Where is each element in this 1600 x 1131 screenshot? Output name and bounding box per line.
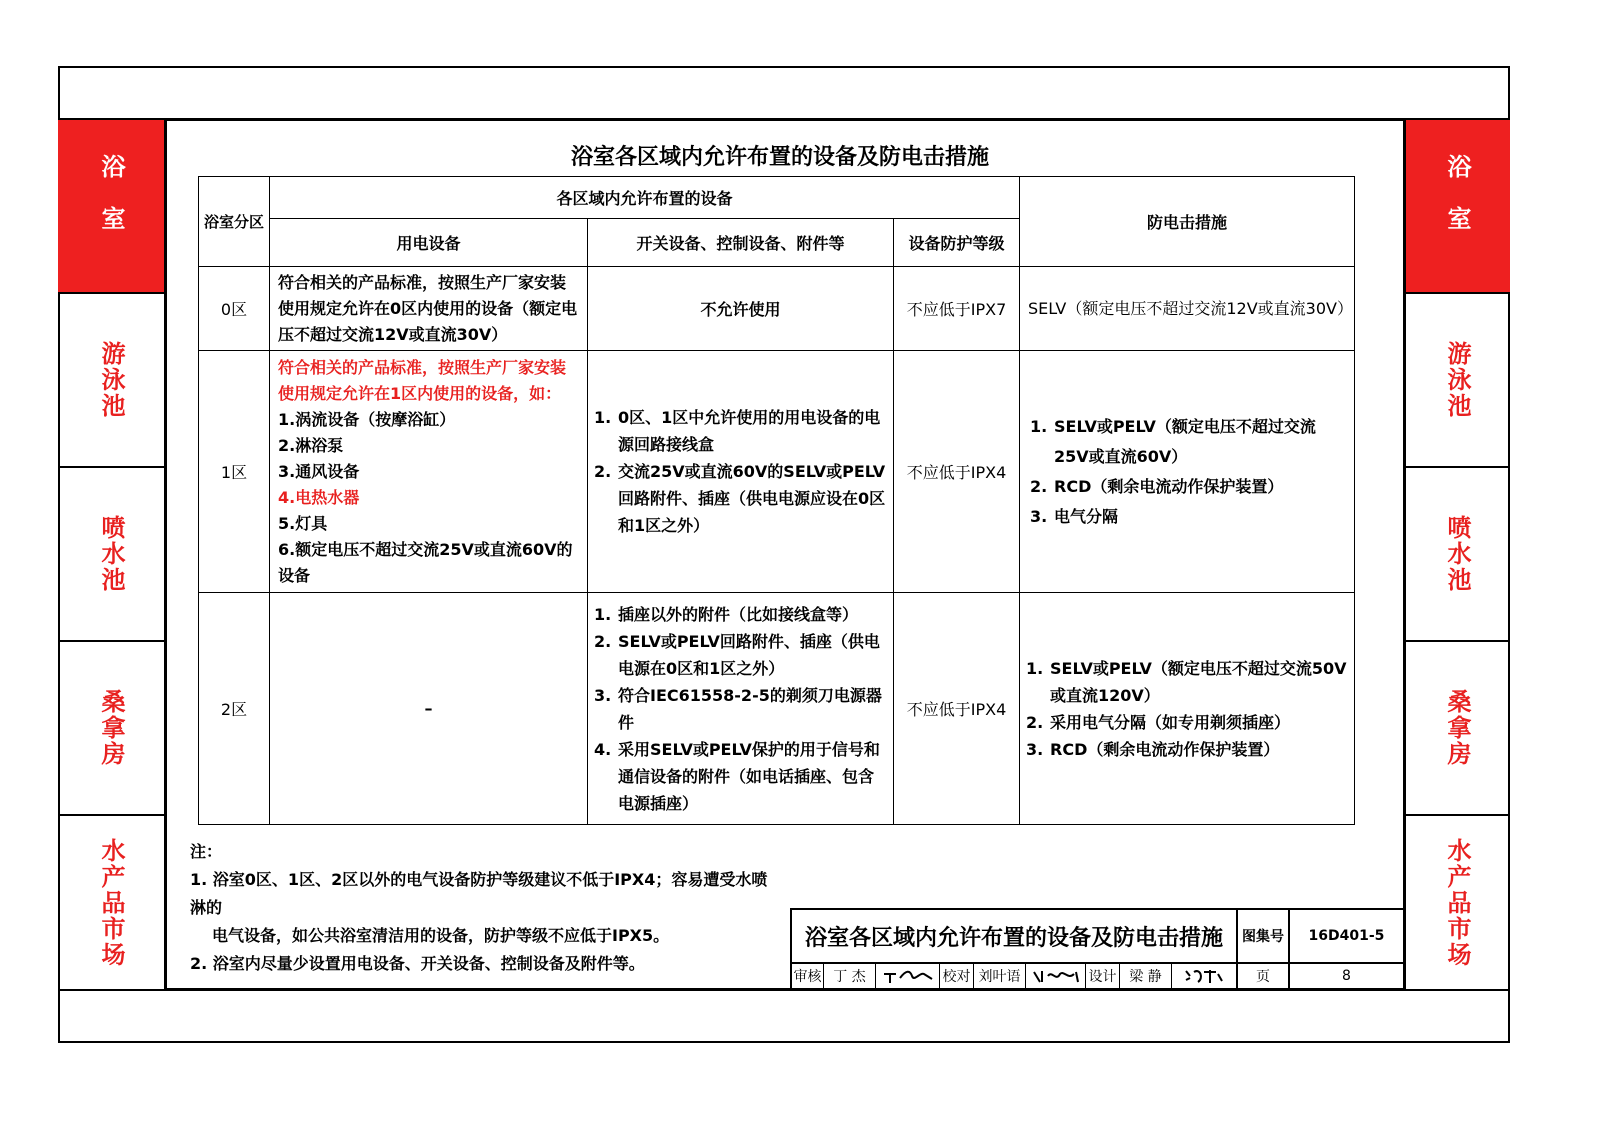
electrical-item: 1.涡流设备（按摩浴缸） <box>278 409 456 429</box>
list-item: 1. SELV或PELV（额定电压不超过交流25V或直流60V） <box>1030 416 1316 466</box>
header-allowed-equipment: 各区域内允许布置的设备 <box>270 177 1020 219</box>
list-item: 4. 采用SELV或PELV保护的用于信号和通信设备的附件（如电话插座、包含电源插座） <box>594 739 880 813</box>
reviewer-name: 丁 杰 <box>824 964 876 988</box>
side-tab-fountain[interactable]: 喷水池 <box>1404 466 1510 642</box>
electrical-item: 2.淋浴泵 <box>278 435 344 455</box>
side-tab-sauna[interactable]: 桑拿房 <box>58 640 164 816</box>
note-item: 1. 浴室0区、1区、2区以外的电气设备防护等级建议不低于IPX4；容易遭受水喷淋的 <box>190 870 768 917</box>
list-item: 1. SELV或PELV（额定电压不超过交流50V或直流120V） <box>1026 658 1347 705</box>
right-side-tabs <box>1404 118 1510 991</box>
rating-cell: 不应低于IPX4 <box>894 351 1020 593</box>
note-item: 2. 浴室内尽量少设置用电设备、开关设备、控制设备及附件等。 <box>190 954 645 973</box>
header-zone: 浴室分区 <box>199 177 270 267</box>
header-electrical-equipment: 用电设备 <box>270 219 588 267</box>
side-tab-aquatic-market[interactable]: 水产品市场 <box>58 814 164 991</box>
list-item: 3. 电气分隔 <box>1030 506 1119 526</box>
switch-cell <box>588 351 894 593</box>
checker-signature <box>1026 964 1086 988</box>
checker-name: 刘叶语 <box>974 964 1026 988</box>
zone-equipment-table <box>198 176 1355 825</box>
designer-name: 梁 静 <box>1120 964 1172 988</box>
protection-cell <box>1020 593 1355 825</box>
side-tab-bathroom[interactable]: 浴室 <box>1404 118 1510 294</box>
list-item: 1. 0区、1区中允许使用的用电设备的电源回路接线盒 <box>594 408 881 454</box>
electrical-item: 3.通风设备 <box>278 461 360 481</box>
header-switch-equipment: 开关设备、控制设备、附件等 <box>588 219 894 267</box>
list-item: 2. RCD（剩余电流动作保护装置） <box>1030 476 1284 496</box>
side-tab-fountain[interactable]: 喷水池 <box>58 466 164 642</box>
electrical-cell: 符合相关的产品标准，按照生产厂家安装使用规定允许在0区内使用的设备（额定电压不超过交流12V或直流30V） <box>270 267 588 351</box>
notes <box>190 838 780 978</box>
electrical-cell <box>270 351 588 593</box>
atlas-label: 图集号 <box>1238 910 1290 964</box>
rating-cell: 不应低于IPX7 <box>894 267 1020 351</box>
electrical-intro: 符合相关的产品标准，按照生产厂家安装使用规定允许在1区内使用的设备，如： <box>278 357 567 403</box>
left-side-tabs <box>58 118 164 991</box>
note-item-continued: 电气设备，如公共浴室清洁用的设备，防护等级不应低于IPX5。 <box>212 926 670 945</box>
page-label: 页 <box>1238 964 1290 988</box>
list-item: 1. 插座以外的附件（比如接线盒等） <box>594 604 859 624</box>
page-number: 8 <box>1342 968 1351 984</box>
side-tab-pool[interactable]: 游泳池 <box>1404 292 1510 468</box>
electrical-item: 6.额定电压不超过交流25V或直流60V的设备 <box>278 539 573 585</box>
list-item: 3. 符合IEC61558-2-5的剃须刀电源器件 <box>594 685 882 732</box>
reviewer-signature <box>876 964 940 988</box>
side-tab-pool[interactable]: 游泳池 <box>58 292 164 468</box>
switch-cell <box>588 593 894 825</box>
side-tab-bathroom[interactable]: 浴室 <box>58 118 164 294</box>
atlas-number: 16D401-5 <box>1290 910 1403 964</box>
table-row <box>199 267 1355 351</box>
title-block <box>790 908 1403 988</box>
designer-signature <box>1172 964 1238 988</box>
list-item: 2. SELV或PELV回路附件、插座（供电电源在0区和1区之外） <box>594 631 880 678</box>
zone-cell: 0区 <box>199 267 270 351</box>
rating-cell: 不应低于IPX4 <box>894 593 1020 825</box>
zone-cell: 1区 <box>199 351 270 593</box>
protection-cell <box>1020 351 1355 593</box>
side-tab-sauna[interactable]: 桑拿房 <box>1404 640 1510 816</box>
header-shock-protection: 防电击措施 <box>1020 177 1355 267</box>
title-block-title: 浴室各区域内允许布置的设备及防电击措施 <box>792 910 1238 964</box>
side-tab-aquatic-market[interactable]: 水产品市场 <box>1404 814 1510 991</box>
list-item: 3. RCD（剩余电流动作保护装置） <box>1026 739 1280 759</box>
electrical-item-highlight: 4.电热水器 <box>278 487 360 507</box>
protection-cell: SELV（额定电压不超过交流12V或直流30V） <box>1020 267 1355 351</box>
list-item: 2. 采用电气分隔（如专用剃须插座） <box>1026 712 1291 732</box>
table-row <box>199 351 1355 593</box>
zone-cell: 2区 <box>199 593 270 825</box>
switch-cell: 不允许使用 <box>588 267 894 351</box>
notes-label: 注： <box>190 842 223 861</box>
design-label: 设计 <box>1086 964 1120 988</box>
review-label: 审核 <box>792 964 824 988</box>
page-title: 浴室各区域内允许布置的设备及防电击措施 <box>570 145 989 170</box>
electrical-item: 5.灯具 <box>278 513 328 533</box>
list-item: 2. 交流25V或直流60V的SELV或PELV回路附件、插座（供电电源应设在0区和1区之外） <box>594 462 886 535</box>
check-label: 校对 <box>940 964 974 988</box>
table-row <box>199 593 1355 825</box>
header-protection-rating: 设备防护等级 <box>894 219 1020 267</box>
electrical-cell: – <box>270 593 588 825</box>
